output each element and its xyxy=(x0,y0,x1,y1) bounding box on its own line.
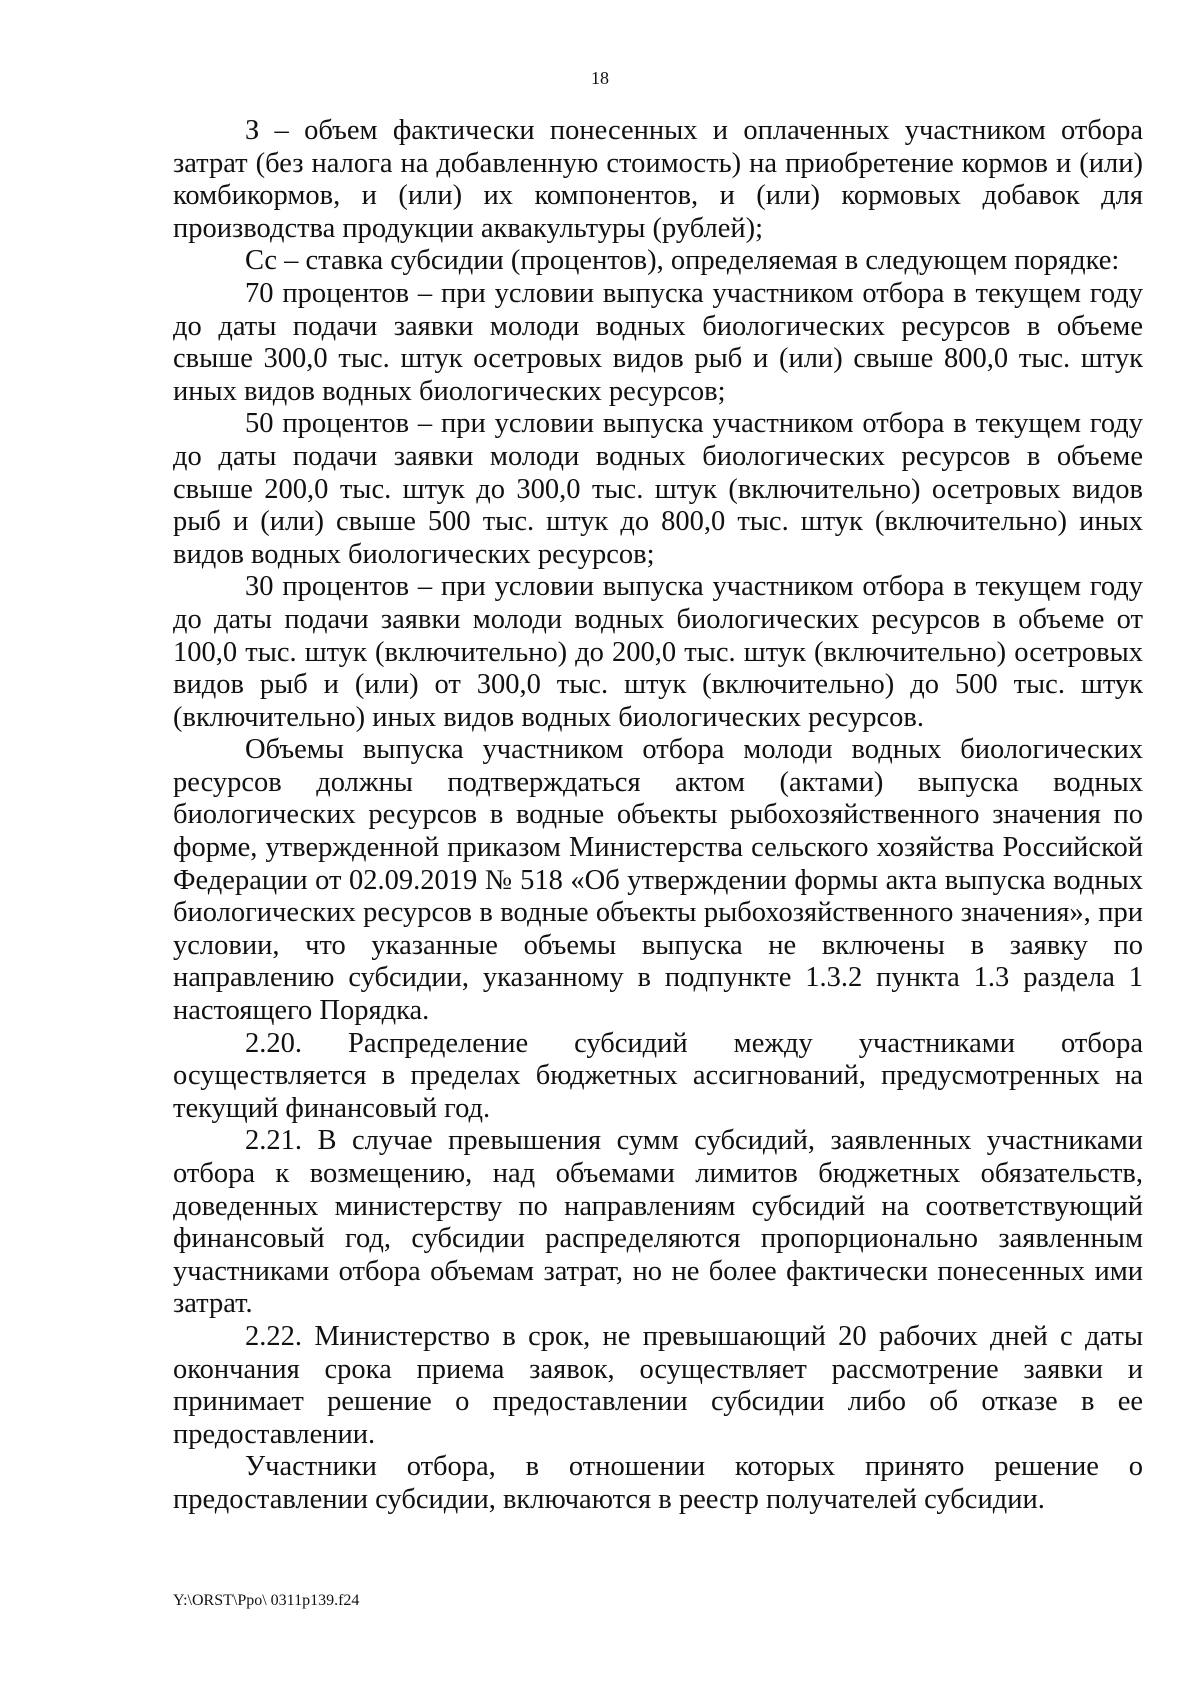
paragraph-rate-definition: Сс – ставка субсидии (процентов), определяемая в следующем порядке: xyxy=(245,245,1120,277)
paragraph-registry: Участники отбора, в отношении которых принято решение о предоставлении субсидии, включаются в реестр получателей субсидии. xyxy=(173,1451,1143,1515)
paragraph-rate-30: 30 процентов – при условии выпуска участником отбора в текущем году до даты подачи заявки молоди водных биологических ресурсов в объеме от 100,0 тыс. штук (включительно) до 200,0 тыс. штук (включительно) осетровых видов рыб и (или) от 300,0 тыс. штук (включительно) до 500 тыс. штук (включительно) иных видов водных биологических ресурсов. xyxy=(173,571,1143,733)
paragraph-release-volumes: Объемы выпуска участником отбора молоди водных биологических ресурсов должны подтверждаться актом (актами) выпуска водных биологических ресурсов в водные объекты рыбохозяйственного значения по форме, утвержденной приказом Министерства сельского хозяйства Российской Федерации от 02.09.2019 № 518 «Об утверждении формы акта выпуска водных биологических ресурсов в водные объекты рыбохозяйственного значения», при условии, что указанные объемы выпуска не включены в заявку по направлению субсидии, указанному в подпункте 1.3.2 пункта 1.3 раздела 1 настоящего Порядка. xyxy=(173,734,1143,1027)
page-number: 18 xyxy=(591,68,609,88)
paragraph-2-21: 2.21. В случае превышения сумм субсидий, заявленных участниками отбора к возмещению, над объемами лимитов бюджетных обязательств, доведенных министерству по направлениям субсидий на соответствующий финансовый год, субсидии распределяются пропорционально заявленным участниками отбора объемам затрат, но не более фактически понесенных ими затрат. xyxy=(173,1125,1143,1320)
paragraph-rate-70: 70 процентов – при условии выпуска участником отбора в текущем году до даты подачи заявки молоди водных биологических ресурсов в объеме свыше 300,0 тыс. штук осетровых видов рыб и (или) свыше 800,0 тыс. штук иных видов водных биологических ресурсов; xyxy=(173,277,1143,407)
paragraph-rate-50: 50 процентов – при условии выпуска участником отбора в текущем году до даты подачи заявки молоди водных биологических ресурсов в объеме свыше 200,0 тыс. штук до 300,0 тыс. штук (включительно) осетровых видов рыб и (или) свыше 500 тыс. штук до 800,0 тыс. штук (включительно) иных видов водных биологических ресурсов; xyxy=(173,408,1143,570)
paragraph-2-22: 2.22. Министерство в срок, не превышающий 20 рабочих дней с даты окончания срока приема заявок, осуществляет рассмотрение заявки и принимает решение о предоставлении субсидии либо об отказе в ее предоставлении. xyxy=(173,1320,1143,1450)
paragraph-cost-definition: З – объем фактически понесенных и оплаченных участником отбора затрат (без налога на добавленную стоимость) на приобретение кормов и (или) комбикормов, и (или) их компонентов, и (или) кормовых добавок для производства продукции аквакультуры (рублей); xyxy=(173,115,1143,244)
footer-file-path: Y:\ORST\Ppo\ 0311p139.f24 xyxy=(173,1592,360,1609)
paragraph-2-20: 2.20. Распределение субсидий между участниками отбора осуществляется в пределах бюджетных ассигнований, предусмотренных на текущий финансовый год. xyxy=(173,1027,1143,1124)
document-body xyxy=(173,115,1143,1517)
